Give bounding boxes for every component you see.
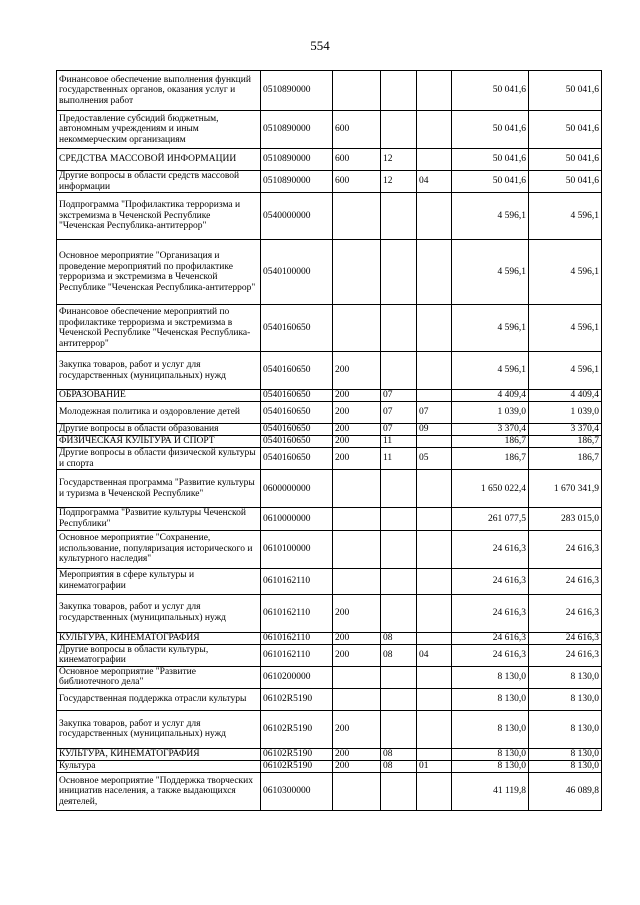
row-code-cell: 06102R5190 xyxy=(261,748,333,760)
row-amount-year2-cell: 8 130,0 xyxy=(529,710,602,748)
row-code-cell: 0510890000 xyxy=(261,149,333,171)
row-subsection-cell xyxy=(417,568,452,594)
row-section-cell xyxy=(381,71,417,111)
row-code-cell: 0610100000 xyxy=(261,530,333,568)
row-amount-year1-cell: 4 596,1 xyxy=(452,305,529,352)
row-amount-year2-cell: 4 409,4 xyxy=(529,390,602,402)
row-subsection-cell xyxy=(417,71,452,111)
row-subsection-cell: 09 xyxy=(417,424,452,436)
row-amount-year1-cell: 4 596,1 xyxy=(452,193,529,240)
row-amount-year1-cell: 186,7 xyxy=(452,448,529,470)
row-subsection-cell xyxy=(417,530,452,568)
row-code-cell: 0600000000 xyxy=(261,470,333,508)
row-section-cell xyxy=(381,352,417,390)
row-name-cell: Подпрограмма "Профилактика терроризма и экстремизма в Чеченской Республике "Чеченская Республика-антитеррор" xyxy=(57,193,261,240)
row-subsection-cell xyxy=(417,688,452,710)
row-section-cell: 11 xyxy=(381,436,417,448)
row-subsection-cell xyxy=(417,352,452,390)
row-subsection-cell: 05 xyxy=(417,448,452,470)
page-number: 554 xyxy=(310,38,330,53)
row-name-cell: Молодежная политика и оздоровление детей xyxy=(57,402,261,424)
table-row xyxy=(57,568,602,594)
row-section-cell xyxy=(381,568,417,594)
row-subsection-cell xyxy=(417,772,452,810)
row-amount-year2-cell: 50 041,6 xyxy=(529,149,602,171)
row-code-cell: 0540000000 xyxy=(261,193,333,240)
row-amount-year2-cell: 50 041,6 xyxy=(529,71,602,111)
row-amount-year1-cell: 41 119,8 xyxy=(452,772,529,810)
row-code-cell: 0540160650 xyxy=(261,305,333,352)
row-name-cell: Основное мероприятие "Развитие библиотечного дела" xyxy=(57,666,261,688)
row-subsection-cell xyxy=(417,193,452,240)
row-expense-type-cell xyxy=(333,470,381,508)
row-expense-type-cell xyxy=(333,772,381,810)
row-amount-year2-cell: 186,7 xyxy=(529,448,602,470)
row-expense-type-cell xyxy=(333,568,381,594)
row-amount-year1-cell: 4 596,1 xyxy=(452,240,529,305)
row-expense-type-cell: 200 xyxy=(333,402,381,424)
row-expense-type-cell xyxy=(333,193,381,240)
table-row xyxy=(57,470,602,508)
table-row xyxy=(57,436,602,448)
row-name-cell: Мероприятия в сфере культуры и кинематографии xyxy=(57,568,261,594)
row-code-cell: 06102R5190 xyxy=(261,710,333,748)
row-amount-year2-cell: 50 041,6 xyxy=(529,171,602,193)
row-amount-year2-cell: 1 039,0 xyxy=(529,402,602,424)
row-code-cell: 0610162110 xyxy=(261,568,333,594)
row-amount-year1-cell: 50 041,6 xyxy=(452,111,529,149)
row-name-cell: Основное мероприятие "Поддержка творческих инициатив населения, а также выдающихся деятелей, xyxy=(57,772,261,810)
row-amount-year2-cell: 24 616,3 xyxy=(529,594,602,632)
row-code-cell: 0510890000 xyxy=(261,171,333,193)
row-amount-year1-cell: 8 130,0 xyxy=(452,760,529,772)
row-code-cell: 0610162110 xyxy=(261,632,333,644)
table-row xyxy=(57,424,602,436)
row-section-cell: 12 xyxy=(381,171,417,193)
row-expense-type-cell: 200 xyxy=(333,748,381,760)
row-amount-year2-cell: 24 616,3 xyxy=(529,530,602,568)
row-amount-year2-cell: 4 596,1 xyxy=(529,305,602,352)
row-name-cell: КУЛЬТУРА, КИНЕМАТОГРАФИЯ xyxy=(57,748,261,760)
row-code-cell: 0610162110 xyxy=(261,644,333,666)
row-expense-type-cell: 200 xyxy=(333,594,381,632)
row-name-cell: Финансовое обеспечение мероприятий по профилактике терроризма и экстремизма в Чеченской Республике "Чеченская Республика-антитеррор" xyxy=(57,305,261,352)
row-code-cell: 0610300000 xyxy=(261,772,333,810)
row-section-cell: 07 xyxy=(381,424,417,436)
row-name-cell: Основное мероприятие "Организация и проведение мероприятий по профилактике терроризма и экстремизма в Чеченской Республике "Чеченская Республика-антитеррор" xyxy=(57,240,261,305)
row-section-cell: 08 xyxy=(381,632,417,644)
row-expense-type-cell: 200 xyxy=(333,710,381,748)
table-row xyxy=(57,240,602,305)
row-expense-type-cell xyxy=(333,508,381,530)
row-name-cell: Государственная поддержка отрасли культуры xyxy=(57,688,261,710)
row-name-cell: КУЛЬТУРА, КИНЕМАТОГРАФИЯ xyxy=(57,632,261,644)
row-amount-year2-cell: 50 041,6 xyxy=(529,111,602,149)
row-expense-type-cell: 600 xyxy=(333,149,381,171)
table-row xyxy=(57,111,602,149)
row-subsection-cell xyxy=(417,470,452,508)
row-subsection-cell xyxy=(417,666,452,688)
row-section-cell xyxy=(381,508,417,530)
row-code-cell: 0610200000 xyxy=(261,666,333,688)
row-code-cell: 0510890000 xyxy=(261,111,333,149)
table-row xyxy=(57,530,602,568)
table-row xyxy=(57,594,602,632)
row-section-cell: 07 xyxy=(381,390,417,402)
row-section-cell: 07 xyxy=(381,402,417,424)
row-amount-year2-cell: 8 130,0 xyxy=(529,688,602,710)
table-row xyxy=(57,760,602,772)
row-amount-year2-cell: 8 130,0 xyxy=(529,760,602,772)
table-row xyxy=(57,149,602,171)
row-section-cell xyxy=(381,594,417,632)
table-row xyxy=(57,193,602,240)
row-amount-year2-cell: 1 670 341,9 xyxy=(529,470,602,508)
row-amount-year1-cell: 24 616,3 xyxy=(452,644,529,666)
row-amount-year2-cell: 46 089,8 xyxy=(529,772,602,810)
row-amount-year2-cell: 186,7 xyxy=(529,436,602,448)
row-amount-year2-cell: 8 130,0 xyxy=(529,666,602,688)
row-expense-type-cell: 200 xyxy=(333,448,381,470)
table-row xyxy=(57,352,602,390)
table-row xyxy=(57,448,602,470)
row-code-cell: 0540160650 xyxy=(261,436,333,448)
row-name-cell: Другие вопросы в области физической культуры и спорта xyxy=(57,448,261,470)
table-row xyxy=(57,772,602,810)
row-subsection-cell xyxy=(417,436,452,448)
row-amount-year1-cell: 24 616,3 xyxy=(452,568,529,594)
row-subsection-cell xyxy=(417,390,452,402)
row-expense-type-cell: 200 xyxy=(333,644,381,666)
row-amount-year1-cell: 50 041,6 xyxy=(452,149,529,171)
row-subsection-cell: 01 xyxy=(417,760,452,772)
row-name-cell: Другие вопросы в области образования xyxy=(57,424,261,436)
budget-table xyxy=(56,70,602,811)
row-section-cell xyxy=(381,666,417,688)
row-expense-type-cell xyxy=(333,666,381,688)
row-amount-year2-cell: 4 596,1 xyxy=(529,193,602,240)
row-amount-year1-cell: 8 130,0 xyxy=(452,748,529,760)
table-row xyxy=(57,666,602,688)
row-amount-year1-cell: 8 130,0 xyxy=(452,710,529,748)
row-expense-type-cell: 200 xyxy=(333,760,381,772)
row-expense-type-cell xyxy=(333,688,381,710)
row-code-cell: 0540160650 xyxy=(261,424,333,436)
row-name-cell: Культура xyxy=(57,760,261,772)
row-name-cell: Другие вопросы в области культуры, кинематографии xyxy=(57,644,261,666)
row-amount-year2-cell: 3 370,4 xyxy=(529,424,602,436)
table-row xyxy=(57,390,602,402)
row-amount-year1-cell: 50 041,6 xyxy=(452,171,529,193)
table-row xyxy=(57,402,602,424)
row-subsection-cell: 07 xyxy=(417,402,452,424)
row-amount-year2-cell: 24 616,3 xyxy=(529,644,602,666)
row-expense-type-cell xyxy=(333,71,381,111)
row-amount-year1-cell: 186,7 xyxy=(452,436,529,448)
row-name-cell: Закупка товаров, работ и услуг для государственных (муниципальных) нужд xyxy=(57,710,261,748)
row-section-cell xyxy=(381,305,417,352)
row-subsection-cell xyxy=(417,240,452,305)
table-row xyxy=(57,710,602,748)
row-amount-year1-cell: 4 596,1 xyxy=(452,352,529,390)
row-amount-year2-cell: 283 015,0 xyxy=(529,508,602,530)
row-code-cell: 0510890000 xyxy=(261,71,333,111)
row-amount-year1-cell: 8 130,0 xyxy=(452,688,529,710)
row-name-cell: Финансовое обеспечение выполнения функций государственных органов, оказания услуг и выполнения работ xyxy=(57,71,261,111)
row-code-cell: 0540160650 xyxy=(261,402,333,424)
row-amount-year2-cell: 4 596,1 xyxy=(529,240,602,305)
row-expense-type-cell xyxy=(333,240,381,305)
row-amount-year1-cell: 261 077,5 xyxy=(452,508,529,530)
row-amount-year1-cell: 24 616,3 xyxy=(452,594,529,632)
row-subsection-cell xyxy=(417,305,452,352)
row-code-cell: 06102R5190 xyxy=(261,688,333,710)
row-name-cell: ОБРАЗОВАНИЕ xyxy=(57,390,261,402)
row-section-cell: 08 xyxy=(381,748,417,760)
row-subsection-cell xyxy=(417,710,452,748)
row-amount-year1-cell: 4 409,4 xyxy=(452,390,529,402)
row-amount-year1-cell: 8 130,0 xyxy=(452,666,529,688)
row-subsection-cell xyxy=(417,508,452,530)
table-row xyxy=(57,171,602,193)
row-code-cell: 0610000000 xyxy=(261,508,333,530)
row-section-cell xyxy=(381,710,417,748)
row-section-cell xyxy=(381,530,417,568)
row-name-cell: Закупка товаров, работ и услуг для государственных (муниципальных) нужд xyxy=(57,352,261,390)
row-expense-type-cell: 600 xyxy=(333,111,381,149)
row-code-cell: 0610162110 xyxy=(261,594,333,632)
row-amount-year1-cell: 24 616,3 xyxy=(452,530,529,568)
row-name-cell: Другие вопросы в области средств массовой информации xyxy=(57,171,261,193)
row-subsection-cell xyxy=(417,149,452,171)
row-name-cell: Основное мероприятие "Сохранение, использование, популяризация исторического и культурного наследия" xyxy=(57,530,261,568)
table-row xyxy=(57,71,602,111)
row-section-cell: 08 xyxy=(381,644,417,666)
row-subsection-cell xyxy=(417,594,452,632)
table-row xyxy=(57,508,602,530)
row-amount-year2-cell: 8 130,0 xyxy=(529,748,602,760)
row-expense-type-cell: 200 xyxy=(333,390,381,402)
row-section-cell xyxy=(381,772,417,810)
row-name-cell: ФИЗИЧЕСКАЯ КУЛЬТУРА И СПОРТ xyxy=(57,436,261,448)
row-section-cell xyxy=(381,193,417,240)
row-expense-type-cell xyxy=(333,530,381,568)
row-subsection-cell: 04 xyxy=(417,644,452,666)
row-subsection-cell xyxy=(417,111,452,149)
row-name-cell: Закупка товаров, работ и услуг для государственных (муниципальных) нужд xyxy=(57,594,261,632)
row-section-cell xyxy=(381,470,417,508)
row-code-cell: 0540160650 xyxy=(261,352,333,390)
row-amount-year2-cell: 4 596,1 xyxy=(529,352,602,390)
row-expense-type-cell: 200 xyxy=(333,352,381,390)
row-amount-year2-cell: 24 616,3 xyxy=(529,632,602,644)
row-amount-year1-cell: 24 616,3 xyxy=(452,632,529,644)
row-expense-type-cell: 200 xyxy=(333,424,381,436)
row-expense-type-cell: 200 xyxy=(333,632,381,644)
table-row xyxy=(57,632,602,644)
row-amount-year1-cell: 50 041,6 xyxy=(452,71,529,111)
row-expense-type-cell: 200 xyxy=(333,436,381,448)
row-code-cell: 0540100000 xyxy=(261,240,333,305)
table-row xyxy=(57,305,602,352)
row-subsection-cell xyxy=(417,748,452,760)
table-row xyxy=(57,644,602,666)
row-amount-year1-cell: 1 039,0 xyxy=(452,402,529,424)
row-amount-year2-cell: 24 616,3 xyxy=(529,568,602,594)
row-code-cell: 06102R5190 xyxy=(261,760,333,772)
row-expense-type-cell xyxy=(333,305,381,352)
row-section-cell xyxy=(381,240,417,305)
row-amount-year1-cell: 3 370,4 xyxy=(452,424,529,436)
row-section-cell: 08 xyxy=(381,760,417,772)
table-row xyxy=(57,688,602,710)
row-section-cell: 11 xyxy=(381,448,417,470)
row-name-cell: Предоставление субсидий бюджетным, автономным учреждениям и иным некоммерческим организациям xyxy=(57,111,261,149)
row-subsection-cell xyxy=(417,632,452,644)
row-name-cell: Государственная программа "Развитие культуры и туризма в Чеченской Республике" xyxy=(57,470,261,508)
row-section-cell: 12 xyxy=(381,149,417,171)
row-section-cell xyxy=(381,111,417,149)
row-code-cell: 0540160650 xyxy=(261,448,333,470)
row-subsection-cell: 04 xyxy=(417,171,452,193)
row-expense-type-cell: 600 xyxy=(333,171,381,193)
row-name-cell: Подпрограмма "Развитие культуры Чеченской Республики" xyxy=(57,508,261,530)
row-code-cell: 0540160650 xyxy=(261,390,333,402)
row-name-cell: СРЕДСТВА МАССОВОЙ ИНФОРМАЦИИ xyxy=(57,149,261,171)
row-amount-year1-cell: 1 650 022,4 xyxy=(452,470,529,508)
row-section-cell xyxy=(381,688,417,710)
table-row xyxy=(57,748,602,760)
